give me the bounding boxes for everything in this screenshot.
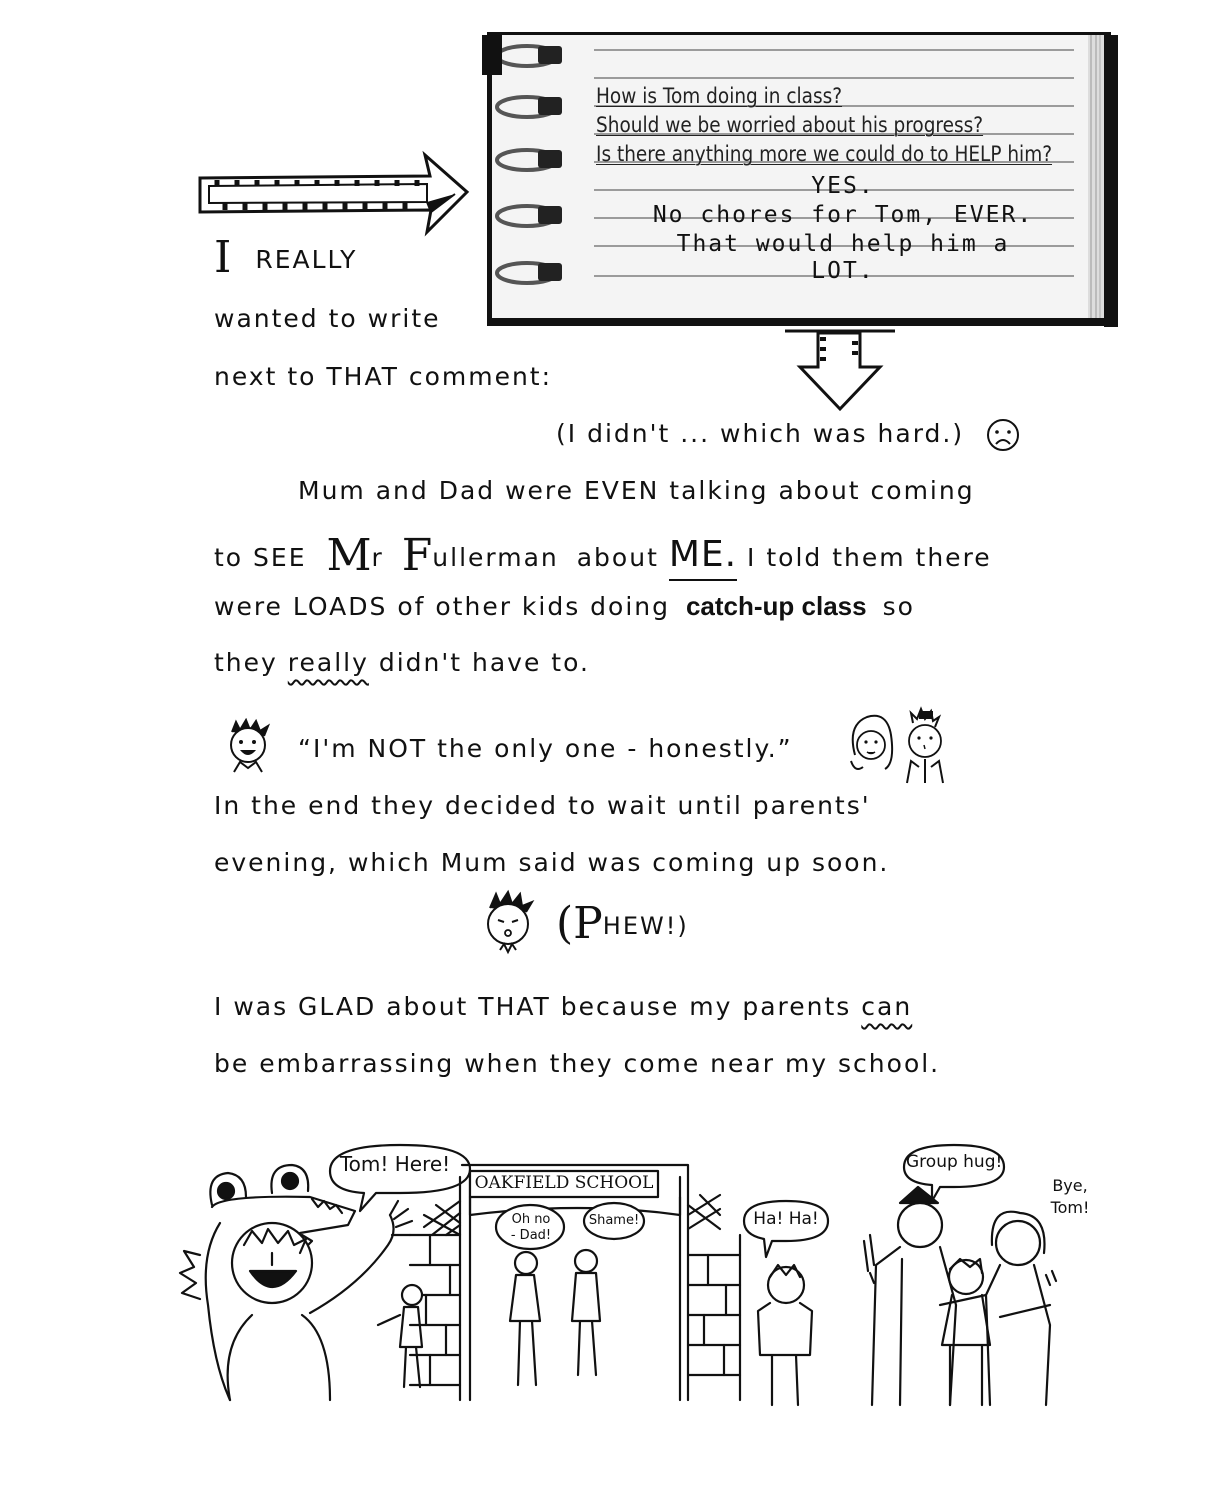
notebook-question-1: How is Tom doing in class? <box>596 84 843 108</box>
paragraph-1-line-3: next to THAT comment: <box>214 362 553 391</box>
notebook-answer-1: YES. <box>811 173 875 199</box>
paragraph-4-line-2: be embarrassing when they come near my school. <box>214 1049 941 1078</box>
sad-face-icon <box>985 417 1021 453</box>
notebook-answer-3: That would help him a <box>676 231 1010 257</box>
phew-text: (PHEW!) <box>556 898 689 949</box>
really-emphasis: really <box>287 648 369 677</box>
bubble-shame: Shame! <box>588 1213 640 1228</box>
paragraph-3-line-2: In the end they decided to wait until parents' <box>214 791 871 820</box>
me-emphasis: ME. <box>669 534 737 581</box>
bubble-ha-ha: Ha! Ha! <box>753 1209 819 1229</box>
bye-text-1: Bye, <box>1052 1176 1088 1195</box>
tom-face-icon <box>218 718 282 776</box>
bubble-tom-here: Tom! Here! <box>339 1152 451 1176</box>
can-emphasis: can <box>861 992 913 1021</box>
catch-up-class-emphasis: catch-up class <box>685 591 867 621</box>
bubble-oh-no-2: - Dad! <box>510 1228 552 1243</box>
bye-text-2: Tom! <box>1050 1198 1090 1217</box>
mum-and-dad-faces-icon <box>845 705 955 785</box>
down-arrow-icon <box>780 325 900 415</box>
paragraph-4-line-1: I was GLAD about THAT because my parents can <box>214 992 913 1021</box>
aside-text: (I didn't ... which was hard.) <box>556 419 965 448</box>
tom-relieved-face-icon <box>470 888 550 958</box>
paragraph-3-quote: “I'm NOT the only one - honestly.” <box>298 734 793 763</box>
paragraph-1-line-1: I REALLY <box>214 232 358 283</box>
drop-cap: I <box>214 232 232 283</box>
school-sign: OAKFIELD SCHOOL <box>474 1173 654 1193</box>
paragraph-2-line-4: they really didn't have to. <box>214 648 590 677</box>
notebook-answer-2: No chores for Tom, EVER. <box>652 202 1034 228</box>
paragraph-2-line-2: to SEE Mr Fullerman about ME. I told them there <box>214 530 992 581</box>
paragraph-1-line-2: wanted to write <box>214 304 441 333</box>
notebook-answer-4: LOT. <box>811 258 875 284</box>
right-arrow-icon <box>195 150 475 240</box>
paragraph-2-line-1: Mum and Dad were EVEN talking about coming <box>298 476 975 505</box>
notebook-question-3: Is there anything more we could do to HELP him? <box>596 142 1053 166</box>
bubble-group-hug: Group hug! <box>906 1152 1003 1172</box>
bubble-oh-no-1: Oh no <box>511 1212 551 1227</box>
paragraph-2-line-3: were LOADS of other kids doing catch-up class so <box>214 591 915 621</box>
notebook-question-2: Should we be worried about his progress? <box>596 113 984 137</box>
paragraph-3-line-3: evening, which Mum said was coming up soon. <box>214 848 890 877</box>
